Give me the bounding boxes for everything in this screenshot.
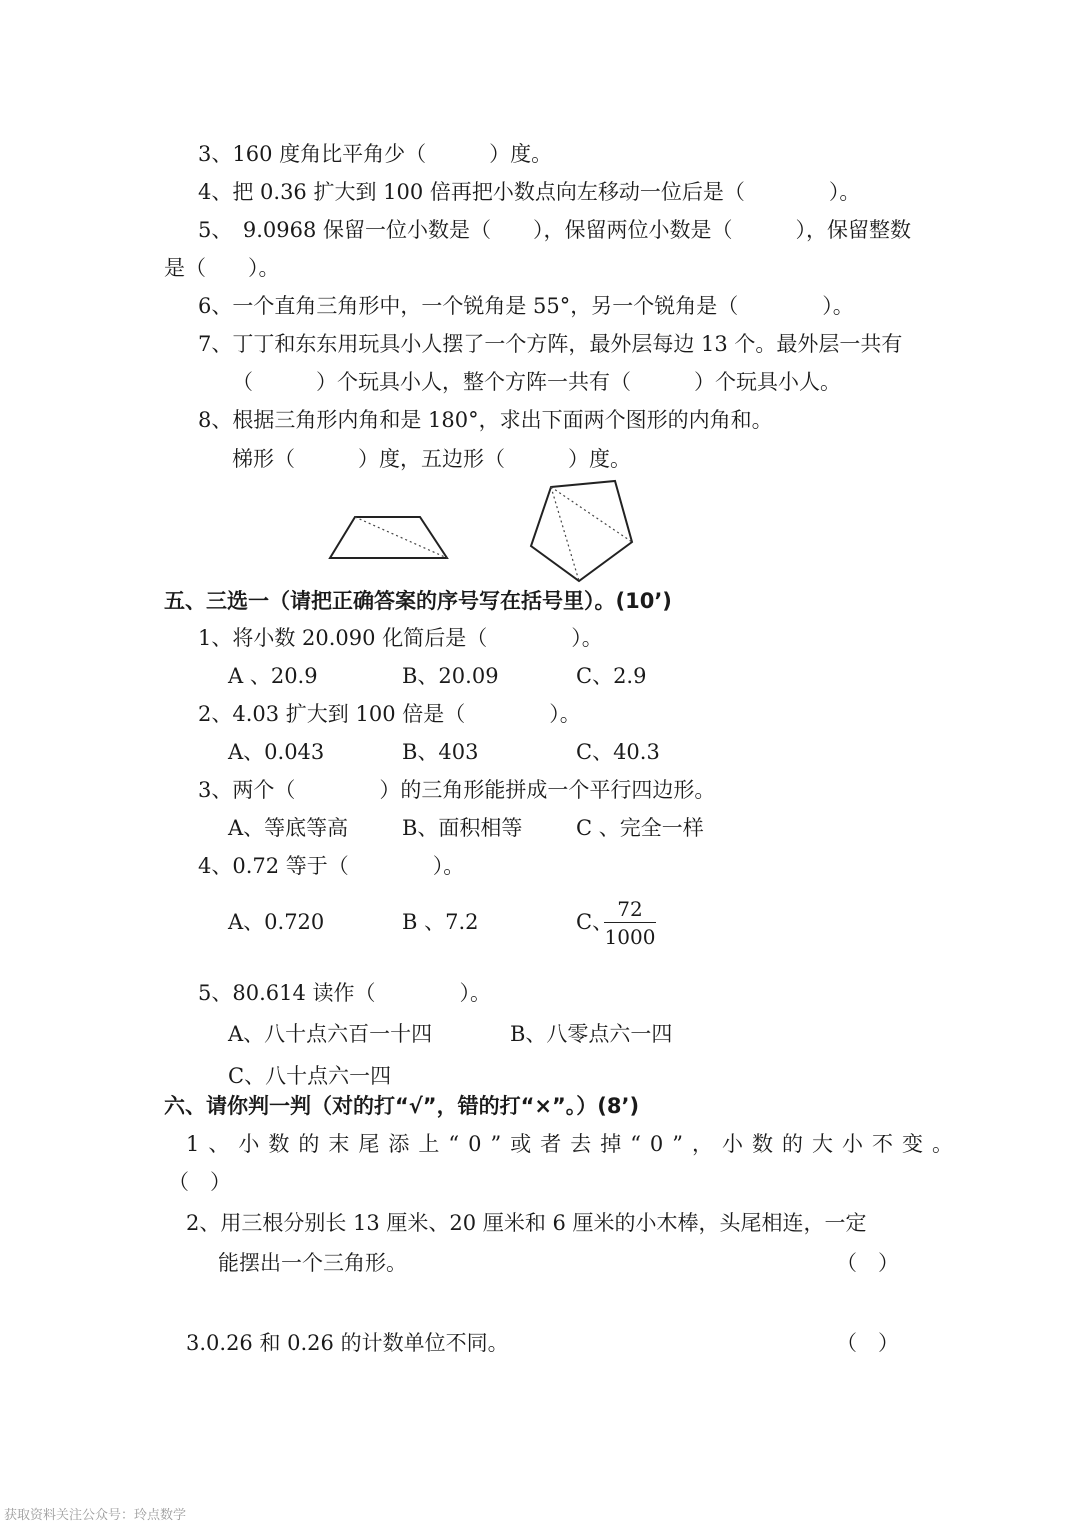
question-6-2-line2: 能摆出一个三角形。	[218, 1251, 407, 1275]
question-4-3: 3、160 度角比平角少（ ）度。	[198, 142, 553, 166]
question-5-4-option-a: A、0.720	[228, 910, 325, 934]
question-5-2-stem: 2、4.03 扩大到 100 倍是（ ）。	[198, 702, 581, 726]
question-5-5-option-c: C、八十点六一四	[228, 1064, 392, 1088]
question-5-3-stem: 3、两个（ ）的三角形能拼成一个平行四边形。	[198, 778, 716, 802]
section-5-heading: 五、三选一（请把正确答案的序号写在括号里）。(10’)	[164, 589, 672, 613]
question-5-1-option-a: A 、20.9	[228, 664, 318, 688]
pentagon-figure	[531, 481, 632, 581]
question-6-1-paren: （ ）	[168, 1170, 231, 1194]
footer-watermark: 获取资料关注公众号：玲点数学	[4, 1508, 187, 1523]
question-5-1-option-b: B、20.09	[402, 664, 499, 688]
trapezoid-figure	[330, 517, 447, 558]
question-5-2-option-a: A、0.043	[228, 740, 325, 764]
question-5-4-option-b: B 、7.2	[402, 910, 479, 934]
question-5-4-stem: 4、0.72 等于（ ）。	[198, 854, 465, 878]
question-5-1-option-c: C、2.9	[576, 664, 647, 688]
question-4-7-line1: 7、丁丁和东东用玩具小人摆了一个方阵，最外层每边 13 个。最外层一共有	[198, 332, 903, 356]
question-6-3-paren: （ ）	[836, 1331, 899, 1355]
question-4-7-line2: （ ）个玩具小人，整个方阵一共有（ ）个玩具小人。	[232, 370, 841, 394]
question-4-6: 6、一个直角三角形中，一个锐角是 55°，另一个锐角是（ ）。	[198, 294, 854, 318]
question-5-2-option-b: B、403	[402, 740, 479, 764]
question-4-8-line1: 8、根据三角形内角和是 180°，求出下面两个图形的内角和。	[198, 408, 773, 432]
question-6-1-line1: 1、小数的末尾添上“0”或者去掉“0”，小数的大小不变。	[186, 1132, 963, 1156]
question-6-2-line1: 2、用三根分别长 13 厘米、20 厘米和 6 厘米的小木棒，头尾相连，一定	[186, 1211, 867, 1235]
question-5-1-stem: 1、将小数 20.090 化简后是（ ）。	[198, 626, 603, 650]
question-5-2-option-c: C、40.3	[576, 740, 660, 764]
question-5-5-option-b: B、八零点六一四	[510, 1022, 673, 1046]
question-5-3-option-c: C 、完全一样	[576, 816, 704, 840]
question-4-5-line1: 5、 9.0968 保留一位小数是（ ），保留两位小数是（ ），保留整数	[198, 218, 912, 242]
question-5-3-option-a: A、等底等高	[228, 816, 349, 840]
question-4-8-line2: 梯形（ ）度，五边形（ ）度。	[232, 447, 631, 471]
question-4-4: 4、把 0.36 扩大到 100 倍再把小数点向左移动一位后是（ ）。	[198, 180, 861, 204]
question-4-5-line2: 是（ ）。	[164, 256, 280, 280]
question-5-5-option-a: A、八十点六百一十四	[228, 1022, 433, 1046]
question-5-4-option-c-fraction	[604, 896, 656, 951]
question-5-3-option-b: B、面积相等	[402, 816, 523, 840]
question-5-4-option-c: C、	[576, 910, 614, 934]
fraction-numerator: 72	[604, 896, 656, 923]
fraction-denominator: 1000	[604, 925, 656, 949]
question-6-3: 3.0.26 和 0.26 的计数单位不同。	[186, 1331, 509, 1355]
section-6-heading: 六、请你判一判（对的打“√”，错的打“×”。）(8’)	[164, 1094, 640, 1118]
question-6-2-paren: （ ）	[836, 1251, 899, 1275]
question-5-5-stem: 5、80.614 读作（ ）。	[198, 981, 492, 1005]
